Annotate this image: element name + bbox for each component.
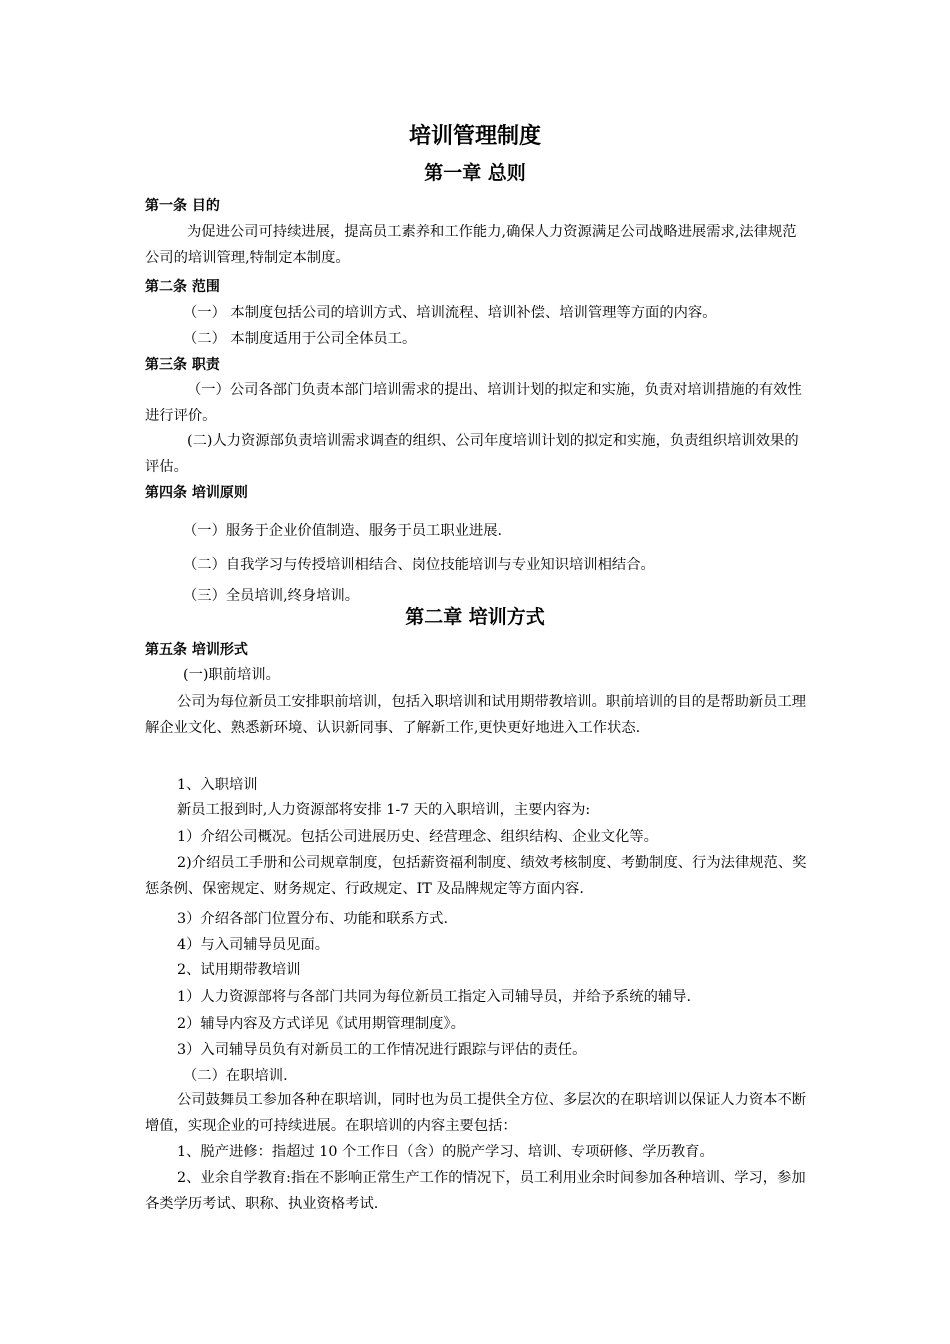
- probation-title: 2、试用期带教培训: [177, 962, 301, 978]
- on-job-item-2: 2、业余自学教育:指在不影响正常生产工作的情况下，员工利用业余时间参加各种培训、学习，参加各类学历考试、职称、执业资格考试.: [145, 1170, 806, 1212]
- probation-item-3: 3）入司辅导员负有对新员工的工作情况进行跟踪与评估的责任。: [177, 1042, 587, 1058]
- pre-job-training-body: 公司为每位新员工安排职前培训，包括入职培训和试用期带教培训。职前培训的目的是帮助新员工理解企业文化、熟悉新环境、认识新同事、了解新工作,更快更好地进入工作状态.: [145, 694, 807, 736]
- onboarding-item-1: 1）介绍公司概况。包括公司进展历史、经营理念、组织结构、企业文化等。: [177, 829, 658, 845]
- on-job-training-body: 公司鼓舞员工参加各种在职培训，同时也为员工提供全方位、多层次的在职培训以保证人力资本不断增值，实现企业的可持续进展。在职培训的内容主要包括：: [145, 1092, 807, 1134]
- article-3-item-2: (二)人力资源部负责培训需求调查的组织、公司年度培训计划的拟定和实施，负责组织培训效果的评估。: [145, 433, 799, 475]
- article-4-item-2: （二）自我学习与传授培训相结合、岗位技能培训与专业知识培训相结合。: [183, 557, 655, 573]
- probation-item-1: 1）人力资源部将与各部门共同为每位新员工指定入司辅导员，并给予系统的辅导.: [177, 989, 692, 1005]
- onboarding-intro: 新员工报到时,人力资源部将安排 1-7 天的入职培训，主要内容为:: [177, 802, 591, 818]
- on-job-item-1: 1、脱产进修：指超过 10 个工作日（含）的脱产学习、培训、专项研修、学历教育。: [177, 1144, 714, 1160]
- article-2-item-1: （一） 本制度包括公司的培训方式、培训流程、培训补偿、培训管理等方面的内容。: [183, 305, 717, 321]
- onboarding-item-2: 2)介绍员工手册和公司规章制度，包括薪资福利制度、绩效考核制度、考勤制度、行为法律规范、奖惩条例、保密规定、财务规定、行政规定、IT 及品牌规定等方面内容.: [145, 855, 807, 897]
- article-1-body: 为促进公司可持续进展，提高员工素养和工作能力,确保人力资源满足公司战略进展需求,法律规范公司的培训管理,特制定本制度。: [145, 224, 797, 266]
- pre-job-training-title: (一)职前培训。: [183, 667, 280, 683]
- onboarding-item-3: 3）介绍各部门位置分布、功能和联系方式.: [177, 911, 448, 927]
- article-2-heading: 第二条 范围: [145, 279, 220, 295]
- onboarding-item-4: 4）与入司辅导员见面。: [177, 937, 330, 953]
- article-5-heading: 第五条 培训形式: [145, 642, 248, 658]
- chapter-1-heading: 第一章 总则: [424, 162, 526, 184]
- on-job-training-title: （二）在职培训.: [183, 1068, 288, 1084]
- article-2-item-2: （二） 本制度适用于公司全体员工。: [183, 331, 417, 347]
- onboarding-title: 1、入职培训: [177, 777, 258, 793]
- article-3-heading: 第三条 职责: [145, 357, 220, 373]
- probation-item-2: 2）辅导内容及方式详见《试用期管理制度》。: [177, 1016, 465, 1032]
- document-title: 培训管理制度: [408, 123, 541, 149]
- chapter-2-heading: 第二章 培训方式: [405, 606, 545, 628]
- article-4-heading: 第四条 培训原则: [145, 485, 248, 501]
- article-4-item-3: （三）全员培训,终身培训。: [183, 588, 360, 604]
- article-4-item-1: （一）服务于企业价值制造、服务于员工职业进展.: [183, 523, 503, 539]
- article-1-heading: 第一条 目的: [145, 198, 220, 214]
- article-3-item-1: （一）公司各部门负责本部门培训需求的提出、培训计划的拟定和实施，负责对培训措施的有效性进行评价。: [145, 382, 802, 424]
